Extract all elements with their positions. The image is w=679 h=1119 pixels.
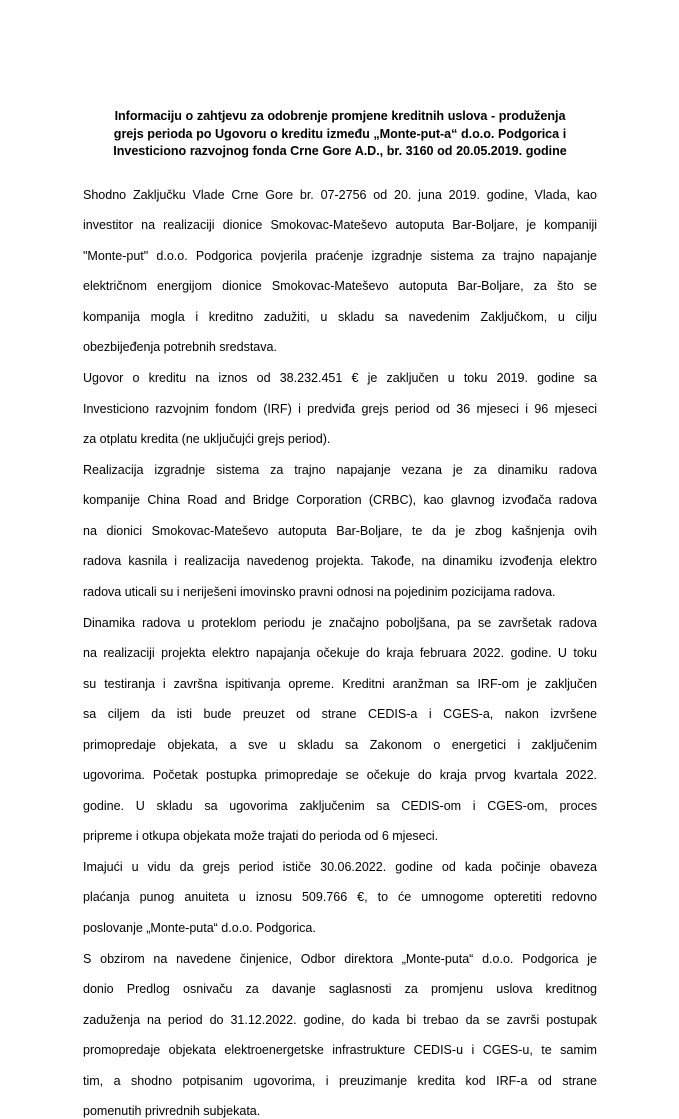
paragraph-5: [83, 860, 597, 936]
paragraph-4-line-4: sa ciljem da isti bude preuzet od strane CEDIS-a i CGES-a, nakon izvršene: [83, 707, 597, 722]
paragraph-4-line-2: na realizaciji projekta elektro napajanja očekuje do kraja februara 2022. godine. U toku: [83, 646, 597, 661]
page-title-line-1: Informaciju o zahtjevu za odobrenje promjene kreditnih uslova - produženja: [114, 109, 566, 123]
paragraph-1-line-2: investitor na realizaciji dionice Smokovac-Mateševo autoputa Bar-Boljare, je kompaniji: [83, 218, 597, 233]
paragraph-4-line-7: godine. U skladu sa ugovorima zaključenim sa CEDIS-om i CGES-om, proces: [83, 798, 597, 813]
page-title-line-3: Investiciono razvojnog fonda Crne Gore A.D., br. 3160 od 20.05.2019. godine: [113, 144, 567, 159]
paragraph-4-line-5: primopredaje objekata, a sve u skladu sa Zakonom o energetici i zaključenim: [83, 737, 597, 752]
paragraph-2-line-1: Ugovor o kreditu na iznos od 38.232.451 € je zaključen u toku 2019. godine sa: [83, 371, 597, 386]
paragraph-6-line-3: zaduženja na period do 31.12.2022. godine, do kada bi trebao da se završi postupak: [83, 1012, 597, 1027]
paragraph-5-line-2: plaćanja punog anuiteta u iznosu 509.766 €, to će umnogome opteretiti redovno: [83, 890, 597, 905]
paragraph-6-line-2: donio Predlog osnivaču za davanje saglasnosti za promjenu uslova kreditnog: [83, 982, 597, 997]
paragraph-6-line-4: promopredaje objekata elektroenergetske infrastrukture CEDIS-u i CGES-u, te samim: [83, 1043, 597, 1058]
paragraph-3-line-4: radova kasnila i realizacija navedenog projekta. Takođe, na dinamiku izvođenja elektro: [83, 554, 597, 569]
page-title: [83, 108, 597, 161]
paragraph-3-line-5: radova uticali su i neriješeni imovinsko pravni odnosi na pojedinim pozicijama radova.: [83, 584, 556, 599]
paragraph-5-line-1: Imajući u vidu da grejs period ističe 30.06.2022. godine od kada počinje obaveza: [83, 859, 597, 874]
paragraph-2-line-2: Investiciono razvojnim fondom (IRF) i predviđa grejs period od 36 mjeseci i 96 mjeseci: [83, 401, 597, 416]
paragraph-2-line-3: za otplatu kredita (ne uključujći grejs period).: [83, 432, 331, 447]
paragraph-4-line-1: Dinamika radova u proteklom periodu je značajno poboljšana, pa se završetak radova: [83, 615, 597, 630]
paragraph-5-line-3: poslovanje „Monte-puta“ d.o.o. Podgorica.: [83, 920, 316, 935]
paragraph-4-line-3: su testiranja i završna ispitivanja opreme. Kreditni aranžman sa IRF-om je zaključen: [83, 676, 597, 691]
paragraph-4-line-6: ugovorima. Početak postupka primopredaje se očekuje do kraja prvog kvartala 2022.: [83, 768, 597, 783]
paragraph-6-line-1: S obzirom na navedene činjenice, Odbor direktora „Monte-puta“ d.o.o. Podgorica je: [83, 951, 597, 966]
paragraph-3: [83, 463, 597, 600]
paragraph-3-line-3: na dionici Smokovac-Mateševo autoputa Bar-Boljare, te da je zbog kašnjenja ovih: [83, 523, 597, 538]
paragraph-1-line-1: Shodno Zaključku Vlade Crne Gore br. 07-2756 od 20. juna 2019. godine, Vlada, kao: [83, 187, 597, 202]
paragraph-6: [83, 952, 597, 1119]
paragraph-1-line-6: obezbijeđenja potrebnih sredstava.: [83, 340, 277, 355]
paragraph-3-line-1: Realizacija izgradnje sistema za trajno napajanje vezana je za dinamiku radova: [83, 462, 597, 477]
paragraph-4: [83, 616, 597, 845]
page-title-line-2: grejs perioda po Ugovoru o kreditu između „Monte-put-a“ d.o.o. Podgorica i: [113, 126, 567, 141]
paragraph-1: [83, 188, 597, 356]
paragraph-6-line-5: tim, a shodno potpisanim ugovorima, i preuzimanje kredita kod IRF-a od strane: [83, 1073, 597, 1088]
paragraph-2: [83, 371, 597, 447]
paragraph-6-line-6: pomenutih privrednih subjekata.: [83, 1104, 261, 1119]
paragraph-4-line-8: pripreme i otkupa objekata može trajati do perioda od 6 mjeseci.: [83, 829, 439, 844]
paragraph-1-line-4: električnom energijom dionice Smokovac-Mateševo autoputa Bar-Boljare, za što se: [83, 279, 597, 294]
paragraph-3-line-2: kompanije China Road and Bridge Corporation (CRBC), kao glavnog izvođača radova: [83, 493, 597, 508]
paragraph-1-line-5: kompanija mogla i kreditno zadužiti, u skladu sa navedenim Zaključkom, u cilju: [83, 309, 597, 324]
document-content: [83, 108, 597, 1119]
paragraph-1-line-3: "Monte-put" d.o.o. Podgorica povjerila praćenje izgradnje sistema za trajno napajanje: [83, 248, 597, 263]
